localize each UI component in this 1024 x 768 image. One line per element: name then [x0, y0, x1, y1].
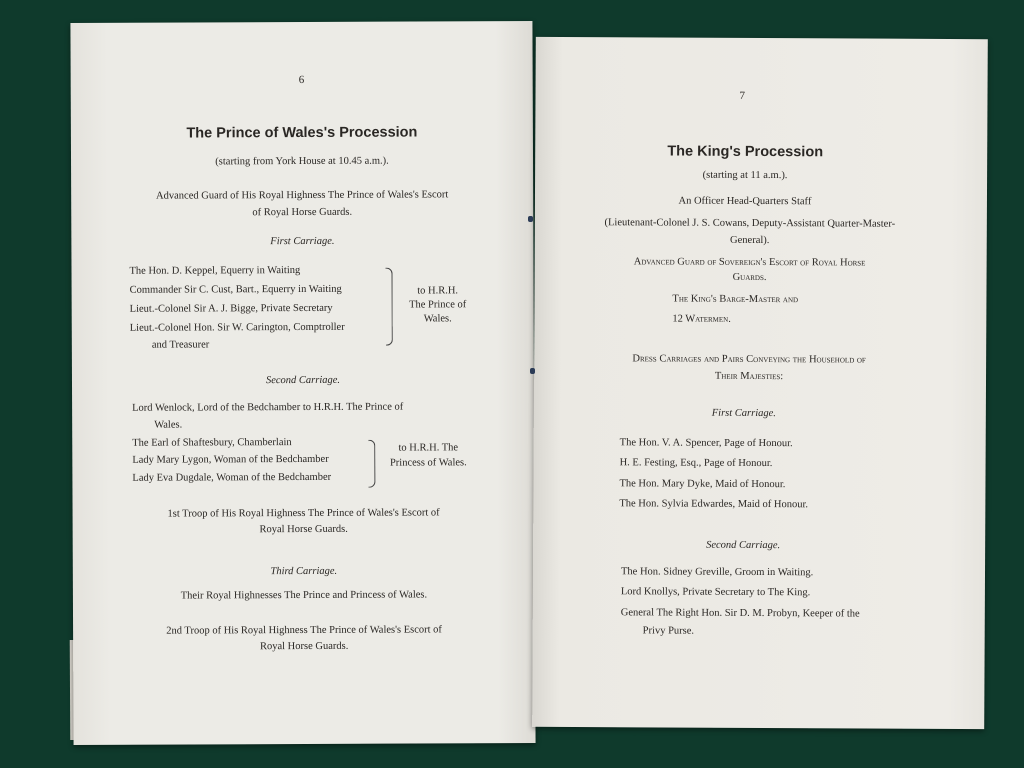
carriage-member: Lieut.-Colonel Sir A. J. Bigge, Private Secretary [129, 302, 333, 315]
carriage-member: General The Right Hon. Sir D. M. Probyn, Keeper of the [620, 607, 860, 620]
page-number: 7 [739, 89, 746, 102]
first-carriage-heading: First Carriage. [711, 407, 776, 420]
second-carriage-heading: Second Carriage. [265, 374, 341, 387]
page-subtitle: (starting from York House at 10.45 a.m.). [215, 155, 389, 168]
carriage-member: The Hon. Sylvia Edwardes, Maid of Honour. [619, 498, 809, 511]
carriage-member: Wales. [154, 419, 183, 431]
dress-carriages-line: Their Majesties: [714, 370, 784, 383]
bracket-label: to H.R.H. [417, 285, 459, 297]
carriage-member: H. E. Festing, Esq., Page of Honour. [619, 457, 773, 470]
page-title: The King's Procession [667, 143, 824, 161]
bracket-label: Princess of Wales. [389, 457, 467, 469]
carriage-member: and Treasurer [151, 339, 210, 351]
carriage-member: The Hon. D. Keppel, Equerry in Waiting [129, 265, 301, 277]
bracket-label: to H.R.H. The [398, 442, 459, 454]
bracket [385, 268, 392, 346]
second-troop-line: 2nd Troop of His Royal Highness The Prince of Wales's Escort of [166, 624, 442, 637]
first-carriage-heading: First Carriage. [270, 235, 335, 248]
left-page [70, 21, 535, 745]
carriage-member: The Hon. Sidney Greville, Groom in Waiting. [620, 566, 814, 579]
second-carriage-heading: Second Carriage. [706, 539, 781, 552]
right-page [532, 37, 988, 729]
third-carriage-text: Their Royal Highnesses The Prince and Princess of Wales. [180, 589, 428, 602]
advanced-guard-line: of Royal Horse Guards. [252, 206, 353, 219]
carriage-member: Lieut.-Colonel Hon. Sir W. Carington, Comptroller [129, 321, 345, 334]
page-title: The Prince of Wales's Procession [186, 124, 418, 142]
carriage-member: Lord Wenlock, Lord of the Bedchamber to H.R.H. The Prince of [132, 401, 404, 414]
carriage-member: The Hon. V. A. Spencer, Page of Honour. [619, 437, 793, 450]
carriage-member: The Hon. Mary Dyke, Maid of Honour. [619, 478, 786, 491]
bracket-label: The Prince of [409, 299, 467, 311]
binding-staple [530, 368, 535, 374]
binding-staple [528, 216, 533, 222]
officer-detail-line: (Lieutenant-Colonel J. S. Cowans, Deputy-Assistant Quarter-Master- [604, 217, 896, 230]
bracket [368, 440, 375, 488]
carriage-member: Lord Knollys, Private Secretary to The King. [620, 586, 811, 599]
barge-master-line: The King's Barge-Master and [672, 293, 799, 306]
second-troop-line: Royal Horse Guards. [259, 640, 349, 653]
carriage-member: Lady Mary Lygon, Woman of the Bedchamber [132, 453, 329, 466]
page-number: 6 [298, 73, 305, 87]
dress-carriages-line: Dress Carriages and Pairs Conveying the Household of [632, 353, 866, 366]
first-troop-line: 1st Troop of His Royal Highness The Prince of Wales's Escort of [167, 507, 440, 520]
officer-line: An Officer Head-Quarters Staff [678, 195, 812, 208]
officer-detail-line: General). [730, 234, 770, 247]
carriage-member: Lady Eva Dugdale, Woman of the Bedchamber [132, 471, 332, 484]
advanced-guard-line: Advanced Guard of Sovereign's Escort of Royal Horse [633, 256, 866, 269]
carriage-member: Commander Sir C. Cust, Bart., Equerry in Waiting [129, 283, 342, 296]
page-subtitle: (starting at 11 a.m.). [702, 169, 788, 182]
third-carriage-heading: Third Carriage. [270, 565, 338, 578]
advanced-guard-line: Advanced Guard of His Royal Highness The Prince of Wales's Escort [156, 189, 449, 202]
carriage-member: Privy Purse. [642, 625, 695, 637]
first-troop-line: Royal Horse Guards. [259, 523, 348, 536]
carriage-member: The Earl of Shaftesbury, Chamberlain [132, 437, 292, 449]
bracket-label: Wales. [423, 313, 452, 325]
barge-master-line: 12 Watermen. [672, 313, 731, 325]
advanced-guard-line: Guards. [732, 271, 767, 284]
